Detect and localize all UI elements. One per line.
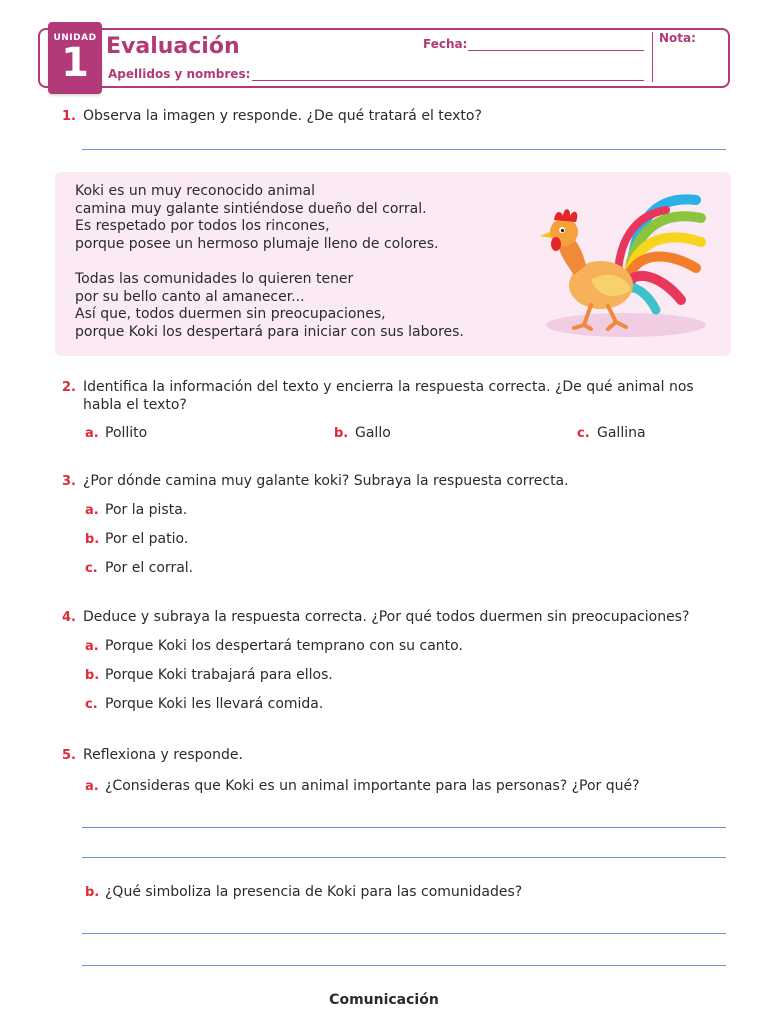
question-2-text — [83, 378, 694, 414]
question-3-number: 3. — [62, 474, 76, 489]
reading-line: Es respetado por todos los rincones, — [75, 218, 330, 234]
reading-line: Así que, todos duermen sin preocupaciones, — [75, 306, 386, 322]
fecha-field[interactable] — [468, 50, 644, 51]
option-trabajara[interactable]: Porque Koki trabajará para ellos. — [105, 667, 333, 683]
option-comida[interactable]: Porque Koki les llevará comida. — [105, 696, 324, 712]
question-4-number: 4. — [62, 610, 76, 625]
option-letter: b. — [85, 668, 100, 683]
question-2-number: 2. — [62, 380, 76, 395]
header-divider — [652, 32, 653, 82]
name-label: Apellidos y nombres: — [108, 67, 251, 81]
fecha-label: Fecha: — [423, 37, 468, 51]
option-pollito[interactable]: Pollito — [105, 425, 148, 441]
option-letter: a. — [85, 503, 99, 518]
reading-line: Todas las comunidades lo quieren tener — [75, 271, 354, 287]
reading-line: por su bello canto al amanecer... — [75, 288, 305, 305]
answer-line-q5b-2[interactable] — [82, 965, 726, 966]
option-letter: b. — [85, 885, 100, 900]
option-gallina[interactable]: Gallina — [597, 425, 646, 441]
rooster-illustration — [536, 190, 716, 345]
answer-line-q5a-2[interactable] — [82, 857, 726, 858]
question-2-text-line: Identifica la información del texto y encierra la respuesta correcta. ¿De qué animal nos — [83, 379, 694, 395]
unit-badge — [48, 22, 102, 94]
question-2-text-line: habla el texto? — [83, 397, 187, 413]
option-gallo[interactable]: Gallo — [355, 425, 391, 441]
option-letter: b. — [85, 532, 100, 547]
option-letter: c. — [85, 697, 98, 712]
unit-label: UNIDAD — [53, 33, 97, 43]
nota-label: Nota: — [659, 31, 696, 45]
answer-line-q5a-1[interactable] — [82, 827, 726, 828]
option-letter: a. — [85, 426, 99, 441]
question-1-text: Observa la imagen y responde. ¿De qué tratará el texto? — [83, 108, 482, 124]
question-4-text: Deduce y subraya la respuesta correcta. ¿Por qué todos duermen sin preocupaciones? — [83, 609, 690, 625]
option-letter: b. — [334, 426, 349, 441]
question-5-text: Reflexiona y responde. — [83, 747, 243, 763]
page-title: Evaluación — [106, 34, 240, 59]
question-5a-text: ¿Consideras que Koki es un animal importante para las personas? ¿Por qué? — [105, 778, 640, 794]
question-3-text: ¿Por dónde camina muy galante koki? Subraya la respuesta correcta. — [83, 473, 569, 489]
option-letter: a. — [85, 639, 99, 654]
option-letter: c. — [577, 426, 590, 441]
reading-line: porque Koki los despertará para iniciar con sus labores. — [75, 323, 464, 340]
footer-subject: Comunicación — [329, 992, 439, 1008]
reading-text — [75, 183, 464, 341]
option-letter: a. — [85, 779, 99, 794]
unit-number: 1 — [61, 40, 89, 86]
option-por-la-pista[interactable]: Por la pista. — [105, 502, 188, 518]
option-por-el-corral[interactable]: Por el corral. — [105, 560, 194, 576]
option-letter: c. — [85, 561, 98, 576]
reading-line: camina muy galante sintiéndose dueño del corral. — [75, 200, 427, 217]
question-5-number: 5. — [62, 748, 76, 763]
answer-line-q1[interactable] — [82, 149, 726, 150]
option-por-el-patio[interactable]: Por el patio. — [105, 531, 189, 547]
name-field[interactable] — [252, 80, 644, 81]
question-1-number: 1. — [62, 109, 76, 124]
reading-line: porque posee un hermoso plumaje lleno de colores. — [75, 235, 439, 252]
option-despertara[interactable]: Porque Koki los despertará temprano con su canto. — [105, 638, 463, 654]
answer-line-q5b-1[interactable] — [82, 933, 726, 934]
question-5b-text: ¿Qué simboliza la presencia de Koki para las comunidades? — [105, 884, 523, 900]
reading-line: Koki es un muy reconocido animal — [75, 183, 315, 199]
